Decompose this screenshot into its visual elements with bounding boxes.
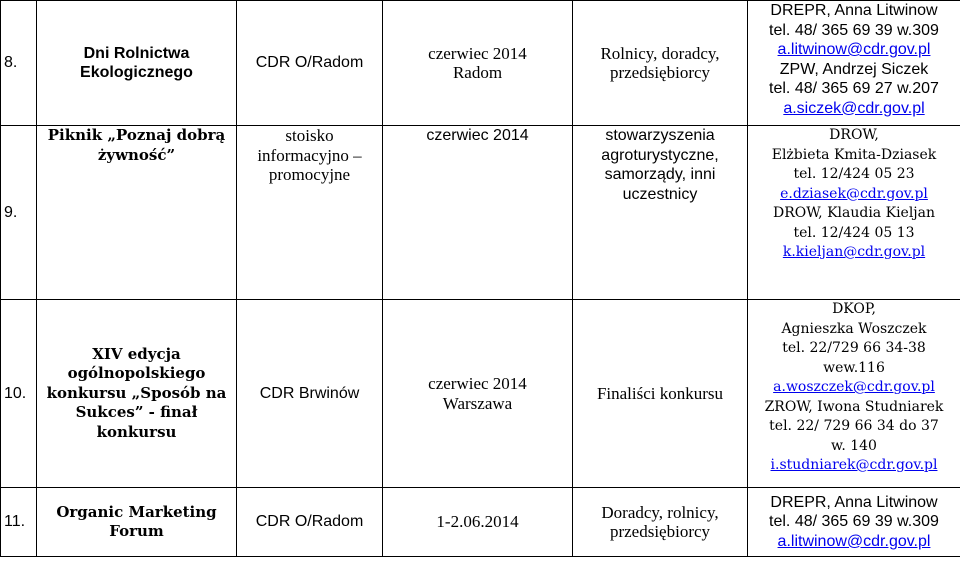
cell-line: Rolnicy, doradcy, (600, 43, 720, 63)
cell-line: konkursu (96, 422, 177, 441)
cell-line: samorządy, inni (604, 166, 716, 183)
cell-line: Piknik „Poznaj dobrą (47, 126, 226, 144)
cell-line: Warszawa (442, 393, 513, 413)
cell-line: XIV edycja (92, 344, 181, 363)
row-number: 9. (1, 126, 37, 300)
cell-line: CDR O/Radom (255, 513, 364, 531)
email-link[interactable]: i.studniarek@cdr.gov.pl (770, 457, 938, 473)
organizer (237, 126, 383, 300)
contact-info (748, 1, 960, 126)
contact-line: w. 140 (831, 437, 877, 454)
cell-line: Ekologicznego (80, 64, 193, 81)
email-link[interactable]: a.litwinow@cdr.gov.pl (777, 41, 931, 58)
cell-line: żywność” (97, 145, 176, 164)
contact-line: DREPR, Anna Litwinow (770, 2, 938, 19)
table-row (1, 126, 960, 300)
event-date (383, 488, 573, 557)
table-row (1, 1, 960, 126)
email-link[interactable]: a.litwinow@cdr.gov.pl (777, 532, 931, 550)
cell-line: uczestnicy (622, 185, 698, 203)
email-link[interactable]: e.dziasek@cdr.gov.pl (780, 185, 928, 202)
cell-line: 1-2.06.2014 (436, 512, 519, 532)
event-name (37, 488, 237, 557)
participants (573, 126, 748, 300)
cell-line: CDR Brwinów (259, 384, 360, 402)
cell-line: CDR O/Radom (255, 54, 364, 72)
contact-line: tel. 12/424 05 23 (793, 166, 915, 182)
contact-info (748, 126, 960, 300)
cell-line: promocyjne (268, 165, 351, 184)
cell-line: Sukces” - finał (75, 403, 198, 422)
table-row (1, 488, 960, 557)
contact-line: Agnieszka Woszczek (781, 320, 927, 337)
contact-line: wew.116 (823, 359, 885, 376)
cell-line: Doradcy, rolnicy, (601, 502, 719, 522)
email-link[interactable]: k.kieljan@cdr.gov.pl (782, 244, 926, 260)
cell-line: Organic Marketing (56, 502, 217, 521)
cell-line: przedsiębiorcy (609, 63, 711, 82)
event-date (383, 126, 573, 300)
organizer (237, 488, 383, 557)
participants (573, 1, 748, 126)
cell-line: ogólnopolskiego (67, 364, 206, 383)
row-number: 10. (1, 300, 37, 488)
contact-line: tel. 12/424 05 13 (793, 224, 915, 241)
contact-line: ZROW, Iwona Studniarek (764, 398, 944, 415)
cell-line: Forum (109, 522, 164, 540)
contact-info (748, 488, 960, 557)
cell-line: Radom (452, 63, 503, 82)
email-link[interactable]: a.siczek@cdr.gov.pl (783, 99, 925, 117)
cell-line: czerwiec 2014 (428, 374, 527, 393)
cell-line: czerwiec 2014 (426, 127, 529, 144)
cell-line: Dni Rolnictwa (83, 44, 190, 62)
cell-line: Finaliści konkursu (596, 383, 724, 403)
cell-line: stoisko (285, 126, 334, 145)
event-name (37, 300, 237, 488)
contact-line: tel. 48/ 365 69 27 w.207 (769, 80, 939, 97)
contact-line: tel. 22/ 729 66 34 do 37 (769, 418, 939, 434)
email-link[interactable]: a.woszczek@cdr.gov.pl (773, 379, 935, 395)
contact-line: tel. 22/729 66 34-38 (782, 340, 926, 356)
table-row (1, 300, 960, 488)
contact-line: tel. 48/ 365 69 39 w.309 (769, 21, 939, 39)
contact-line: DROW, (829, 127, 879, 143)
cell-line: konkursu „Sposób na (46, 383, 227, 402)
cell-line: informacyjno – (257, 145, 362, 165)
cell-line: stowarzyszenia (605, 127, 715, 144)
contact-line: ZPW, Andrzej Siczek (779, 60, 929, 78)
contact-line: Elżbieta Kmita-Dziasek (771, 146, 937, 163)
organizer (237, 300, 383, 488)
event-name (37, 1, 237, 126)
contact-info (748, 300, 960, 488)
row-number: 8. (1, 1, 37, 126)
event-name (37, 126, 237, 300)
contact-line: DKOP, (832, 301, 876, 317)
event-date (383, 300, 573, 488)
row-number: 11. (1, 488, 37, 557)
cell-line: agroturystyczne, (601, 146, 719, 164)
cell-line: przedsiębiorcy (609, 522, 711, 541)
cell-line: czerwiec 2014 (428, 43, 527, 63)
contact-line: DROW, Klaudia Kieljan (772, 205, 936, 221)
organizer (237, 1, 383, 126)
contact-line: tel. 48/ 365 69 39 w.309 (769, 513, 939, 531)
contact-line: DREPR, Anna Litwinow (770, 493, 938, 511)
event-date (383, 1, 573, 126)
participants (573, 488, 748, 557)
participants (573, 300, 748, 488)
